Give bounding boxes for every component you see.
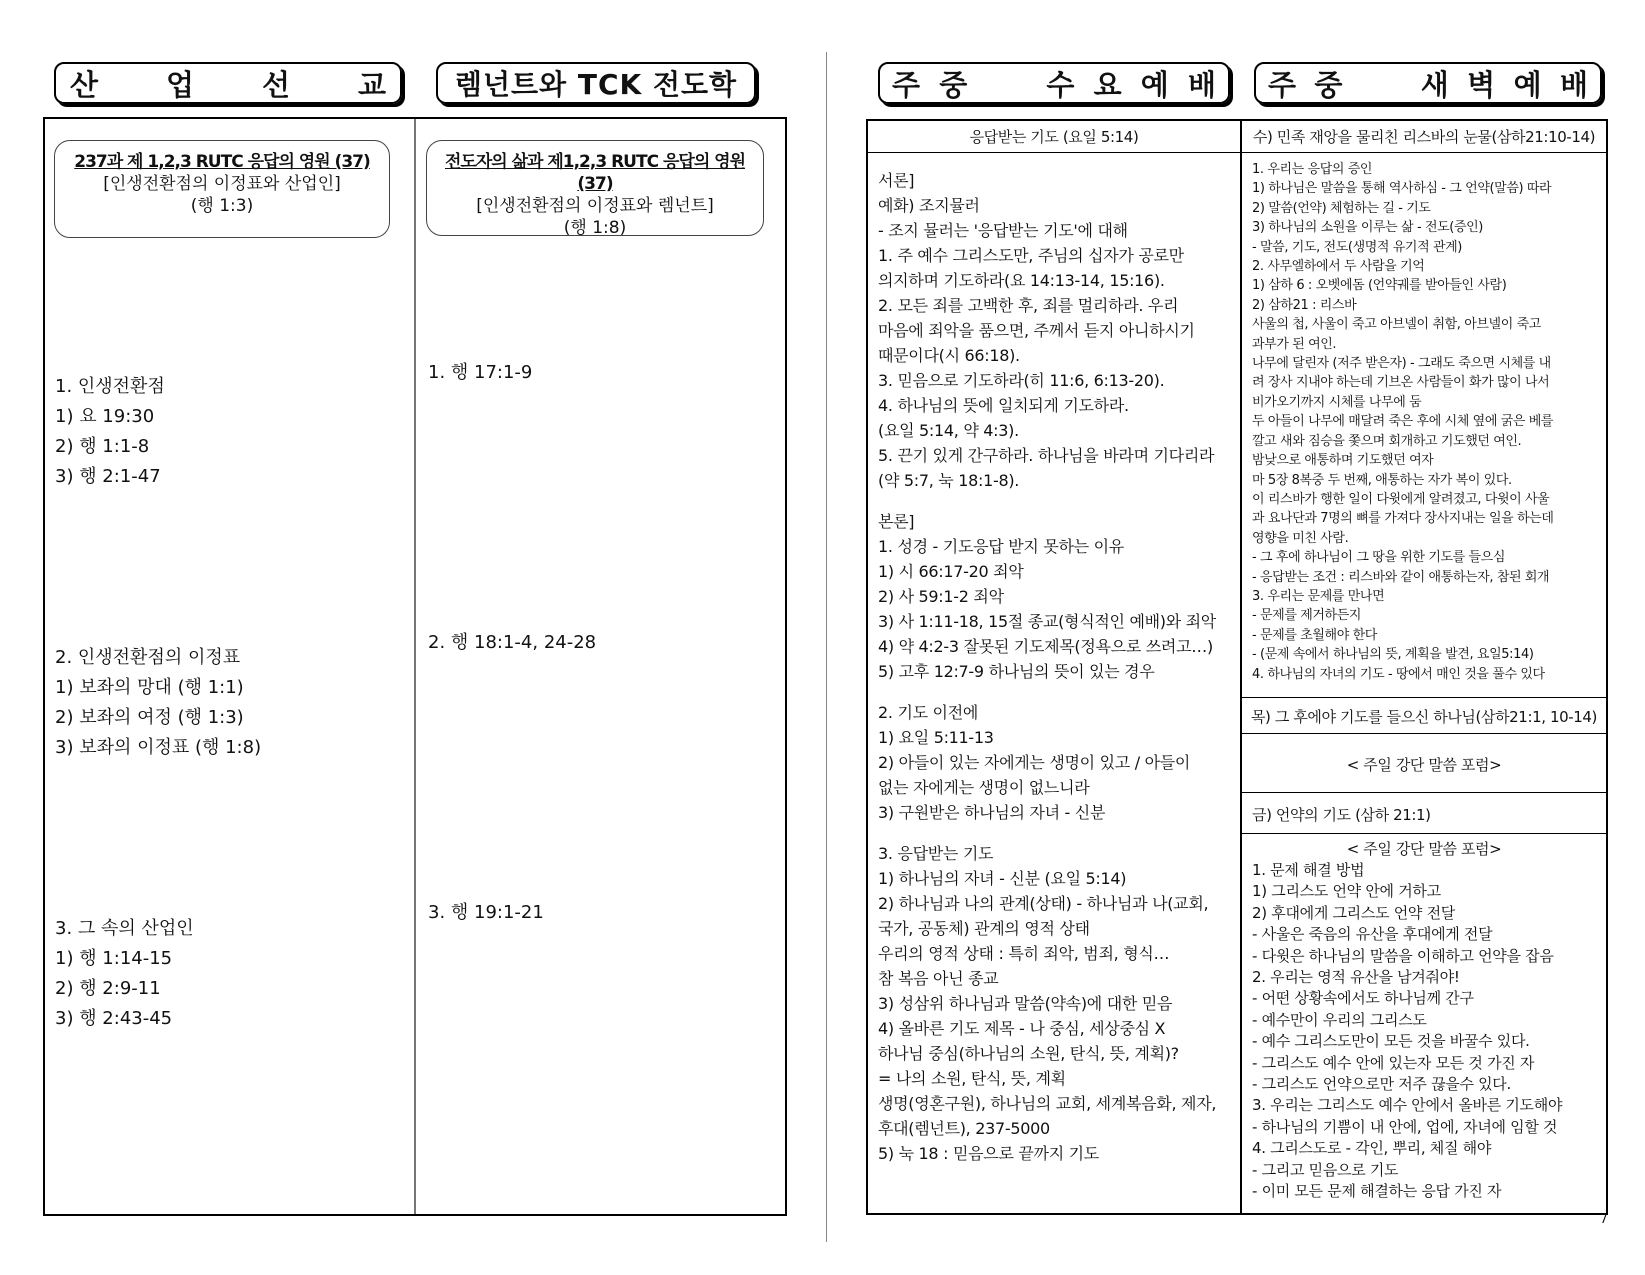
text-line: 없는 자에게는 생명이 없느니라 <box>878 778 1090 797</box>
text-line: 생명(영혼구원), 하나님의 교회, 세계복음화, 제자, <box>878 1094 1217 1113</box>
dawn-wed-rule <box>1241 152 1607 153</box>
right-panel-divider <box>1240 120 1242 1214</box>
text-line: 이 리스바가 행한 일이 다윗에게 알려졌고, 다윗이 사울 <box>1252 491 1550 507</box>
text-line: - 어떤 상황속에서도 하나님께 간구 <box>1252 989 1474 1008</box>
text-line: 2) 아들이 있는 자에게는 생명이 있고 / 아들이 <box>878 753 1191 772</box>
header-char: 산 <box>70 67 99 102</box>
section-line: 1) 보좌의 망대 (행 1:1) <box>55 677 244 698</box>
wednesday-title-rule <box>867 152 1240 153</box>
text-line: 1. 문제 해결 방법 <box>1252 861 1365 879</box>
dawn-wed-title: 수) 민족 재앙을 물리친 리스바의 눈물(삼하21:10-14) <box>1252 128 1596 146</box>
text-line: (약 5:7, 눅 18:1-8). <box>878 471 1020 490</box>
header-char: 벽 <box>1467 67 1496 102</box>
text-line: 4) 약 4:2-3 잘못된 기도제목(정욕으로 쓰려고…) <box>878 637 1213 656</box>
remnant-item-3: 3. 행 19:1-21 <box>428 902 544 923</box>
text-line: 후대(렘넌트), 237-5000 <box>878 1119 1050 1138</box>
header-char: 교 <box>357 67 386 102</box>
dawn-fri-text <box>1252 860 1562 1203</box>
text-line: - 예수만이 우리의 그리스도 <box>1252 1010 1427 1029</box>
text-line: (요일 5:14, 약 4:3). <box>878 421 1019 440</box>
header-char: 배 <box>1187 67 1216 102</box>
header-char: 요 <box>1093 67 1122 102</box>
text-line <box>878 684 1216 700</box>
section-line: 2) 행 1:1-8 <box>55 436 150 457</box>
header-char: 배 <box>1559 67 1588 102</box>
text-line <box>878 493 1216 509</box>
header-char: 수 <box>1046 67 1075 102</box>
dawn-thu-note: < 주일 강단 말씀 포럼> <box>1346 756 1502 774</box>
wednesday-title: 응답받는 기도 (요일 5:14) <box>969 128 1139 146</box>
text-line: 2. 우리는 영적 유산을 남겨줘야! <box>1252 968 1460 987</box>
topic-box-industrial <box>54 140 390 238</box>
text-line: 1) 그리스도 언약 안에 거하고 <box>1252 882 1441 901</box>
text-line: - 문제를 제거하든지 <box>1252 608 1362 624</box>
left-panel-divider <box>414 119 416 1214</box>
text-line: - 응답받는 조건 : 리스바와 같이 애통하는자, 참된 회개 <box>1252 569 1550 585</box>
section-line: 1) 요 19:30 <box>55 406 155 427</box>
text-line: 우리의 영적 상태 : 특히 죄악, 범죄, 형식… <box>878 944 1170 963</box>
text-line: 3) 구원받은 하나님의 자녀 - 신분 <box>878 803 1106 822</box>
text-line: - 그 후에 하나님이 그 땅을 위한 기도를 들으심 <box>1252 550 1505 566</box>
text-line: 1. 우리는 응답의 증인 <box>1252 162 1373 177</box>
text-line: - 다윗은 하나님의 말씀을 이해하고 언약을 잡음 <box>1252 946 1554 965</box>
topic-subtitle: [인생전환점의 이정표와 산업인] <box>103 174 341 194</box>
section-line: 1) 행 1:14-15 <box>55 948 173 969</box>
topic-title: 237과 제 1,2,3 RUTC 응답의 영원 (37) <box>74 152 370 172</box>
section-3 <box>55 914 194 1034</box>
text-line: 국가, 공동체) 관계의 영적 상태 <box>878 919 1090 938</box>
text-line: 2) 하나님과 나의 관계(상태) - 하나님과 나(교회, <box>878 894 1209 913</box>
text-line: 2. 기도 이전에 <box>878 703 979 722</box>
remnant-item-2: 2. 행 18:1-4, 24-28 <box>428 632 597 653</box>
text-line: - 하나님의 기쁨이 내 안에, 업에, 자녀에 임할 것 <box>1252 1117 1558 1136</box>
section-line: 3) 행 2:1-47 <box>55 466 161 487</box>
header-char: 주 <box>892 67 921 102</box>
text-line: 3. 응답받는 기도 <box>878 844 994 863</box>
topic-verse: (행 1:3) <box>190 196 254 216</box>
text-line: - 예수 그리스도만이 모든 것을 바꿀수 있다. <box>1252 1032 1530 1051</box>
text-line: 3. 우리는 문제를 만나면 <box>1252 588 1385 604</box>
text-line: 4. 그리스도로 - 각인, 뿌리, 체질 해야 <box>1252 1139 1492 1158</box>
text-line: 마 5장 8복중 두 번째, 애통하는 자가 복이 있다. <box>1252 472 1512 488</box>
wednesday-sermon-text <box>878 168 1216 1166</box>
text-line: = 나의 소원, 탄식, 뜻, 계획 <box>878 1069 1066 1088</box>
text-line: 3) 성삼위 하나님과 말씀(약속)에 대한 믿음 <box>878 994 1173 1013</box>
text-line: 나무에 달린자 (저주 받은자) - 그래도 죽으면 시체를 내 <box>1252 356 1551 372</box>
topic-title: 전도자의 삶과 제1,2,3 RUTC 응답의 영원 (37) <box>444 152 746 194</box>
text-line: 과부가 된 여인. <box>1252 336 1337 352</box>
dawn-fri-rule-mid <box>1241 833 1607 834</box>
text-line: 3) 사 1:11-18, 15절 종교(형식적인 예배)와 죄악 <box>878 612 1216 631</box>
text-line: 1) 요일 5:11-13 <box>878 728 994 747</box>
text-line: - 말씀, 기도, 전도(생명적 유기적 관계) <box>1252 239 1462 255</box>
text-line: 려 장사 지내야 하는데 기브온 사람들이 화가 많이 나서 <box>1252 375 1550 391</box>
text-line: - 그리스도 예수 안에 있는자 모든 것 가진 자 <box>1252 1053 1535 1072</box>
header-remnant-tck: 렘넌트와 TCK 전도학 <box>436 62 756 104</box>
text-line: 2) 사 59:1-2 죄악 <box>878 587 1004 606</box>
text-line: 1) 삼하 6 : 오벳에돔 (언약궤를 받아들인 사람) <box>1252 278 1507 294</box>
text-line: 1) 하나님은 말씀을 통해 역사하심 - 그 언약(말씀) 따라 <box>1252 181 1552 197</box>
section-line: 1. 인생전환점 <box>55 376 165 397</box>
header-industrial-mission <box>54 62 402 104</box>
text-line: 때문이다(시 66:18). <box>878 346 1020 365</box>
text-line: 5. 끈기 있게 간구하라. 하나님을 바라며 기다리라 <box>878 446 1215 465</box>
text-line: 2. 모든 죄를 고백한 후, 죄를 멀리하라. 우리 <box>878 296 1179 315</box>
dawn-thu-rule-mid <box>1241 733 1607 734</box>
text-line: 서론] <box>878 171 915 190</box>
text-line: 사울의 첩, 사울이 죽고 아브넬이 취함, 아브넬이 죽고 <box>1252 317 1541 333</box>
header-char: 선 <box>261 67 290 102</box>
text-line: 깔고 새와 짐승을 쫓으며 회개하고 기도했던 여인. <box>1252 433 1522 449</box>
dawn-fri-note: < 주일 강단 말씀 포럼> <box>1346 840 1502 858</box>
text-line: 1. 주 예수 그리스도만, 주님의 십자가 공로만 <box>878 246 1184 265</box>
text-line: 예화) 조지뮬러 <box>878 196 980 215</box>
page-fold-line <box>826 52 827 1242</box>
text-line: - 조지 뮬러는 '응답받는 기도'에 대해 <box>878 221 1128 240</box>
text-line: 5) 눅 18 : 믿음으로 끝까지 기도 <box>878 1144 1099 1163</box>
text-line: 3. 우리는 그리스도 예수 안에서 올바른 기도해야 <box>1252 1096 1563 1115</box>
section-line: 3) 행 2:43-45 <box>55 1008 173 1029</box>
text-line <box>878 825 1216 841</box>
text-line: - 문제를 초월해야 한다 <box>1252 627 1377 643</box>
header-dawn-service <box>1254 62 1602 104</box>
section-line: 3) 보좌의 이정표 (행 1:8) <box>55 737 262 758</box>
topic-subtitle: [인생전환점의 이정표와 렘넌트] <box>476 196 714 216</box>
dawn-fri-title: 금) 언약의 기도 (삼하 21:1) <box>1252 806 1431 824</box>
text-line: 2) 후대에게 그리스도 언약 전달 <box>1252 903 1455 922</box>
text-line: - 사울은 죽음의 유산을 후대에게 전달 <box>1252 925 1493 944</box>
text-line: 5) 고후 12:7-9 하나님의 뜻이 있는 경우 <box>878 662 1155 681</box>
header-char: 업 <box>165 67 194 102</box>
dawn-fri-rule-top <box>1241 792 1607 793</box>
section-line: 3. 그 속의 산업인 <box>55 918 194 939</box>
header-char: 예 <box>1140 67 1169 102</box>
section-1 <box>55 372 165 492</box>
section-line: 2) 보좌의 여정 (행 1:3) <box>55 707 244 728</box>
header-char: 예 <box>1513 67 1542 102</box>
text-line: 1) 하나님의 자녀 - 신분 (요일 5:14) <box>878 869 1127 888</box>
text-line: 본론] <box>878 512 915 531</box>
text-line: - 이미 모든 문제 해결하는 응답 가진 자 <box>1252 1182 1502 1201</box>
text-line: 1. 성경 - 기도응답 받지 못하는 이유 <box>878 537 1124 556</box>
text-line: 2) 삼하21 : 리스바 <box>1252 297 1357 313</box>
text-line: - (문제 속에서 하나님의 뜻, 계획을 발견, 요일5:14) <box>1252 647 1534 663</box>
text-line: 영향을 미친 사람. <box>1252 530 1349 546</box>
text-line: 2) 말씀(언약) 체험하는 길 - 기도 <box>1252 200 1431 216</box>
text-line: - 그리스도 언약으로만 저주 끊을수 있다. <box>1252 1075 1511 1094</box>
text-line: 2. 사무엘하에서 두 사람을 기억 <box>1252 259 1425 275</box>
text-line: 의지하며 기도하라(요 14:13-14, 15:16). <box>878 271 1165 290</box>
section-line: 2. 인생전환점의 이정표 <box>55 647 241 668</box>
text-line: 1) 시 66:17-20 죄악 <box>878 562 1024 581</box>
text-line: 4. 하나님의 뜻에 일치되게 기도하라. <box>878 396 1129 415</box>
text-line: 두 아들이 나무에 매달려 죽은 후에 시체 옆에 굵은 베를 <box>1252 414 1554 430</box>
dawn-thu-title: 목) 그 후에야 기도를 들으신 하나님(삼하21:1, 10-14) <box>1250 708 1598 726</box>
text-line: 과 요나단과 7명의 뼈를 가져다 장사지내는 일을 하는데 <box>1252 511 1554 527</box>
text-line: 마음에 죄악을 품으면, 주께서 듣지 아니하시기 <box>878 321 1195 340</box>
section-2 <box>55 643 261 763</box>
topic-verse: (행 1:8) <box>563 218 627 238</box>
text-line: 하나님 중심(하나님의 소원, 탄식, 뜻, 계획)? <box>878 1044 1179 1063</box>
header-wednesday-service <box>878 62 1230 104</box>
dawn-wed-text <box>1252 160 1553 684</box>
text-line: 비가오기까지 시체를 나무에 둠 <box>1252 394 1422 410</box>
topic-box-remnant <box>426 140 764 236</box>
text-line: 3. 믿음으로 기도하라(히 11:6, 6:13-20). <box>878 371 1165 390</box>
text-line: 3) 하나님의 소원을 이루는 삶 - 전도(증인) <box>1252 220 1483 236</box>
text-line: 밤낮으로 애통하며 기도했던 여자 <box>1252 453 1434 469</box>
section-line: 2) 행 2:9-11 <box>55 978 161 999</box>
remnant-item-1: 1. 행 17:1-9 <box>428 362 533 383</box>
header-char: 주 <box>1268 67 1297 102</box>
header-char: 중 <box>1314 67 1343 102</box>
header-char: 중 <box>939 67 968 102</box>
text-line: 4. 하나님의 자녀의 기도 - 땅에서 매인 것을 풀수 있다 <box>1252 666 1545 682</box>
header-char: 새 <box>1420 67 1449 102</box>
text-line: - 그리고 믿음으로 기도 <box>1252 1160 1399 1179</box>
text-line: 참 복음 아닌 종교 <box>878 969 999 988</box>
page-number: 7 <box>1600 1212 1608 1226</box>
dawn-thu-rule-top <box>1241 697 1607 698</box>
text-line: 4) 올바른 기도 제목 - 나 중심, 세상중심 X <box>878 1019 1166 1038</box>
